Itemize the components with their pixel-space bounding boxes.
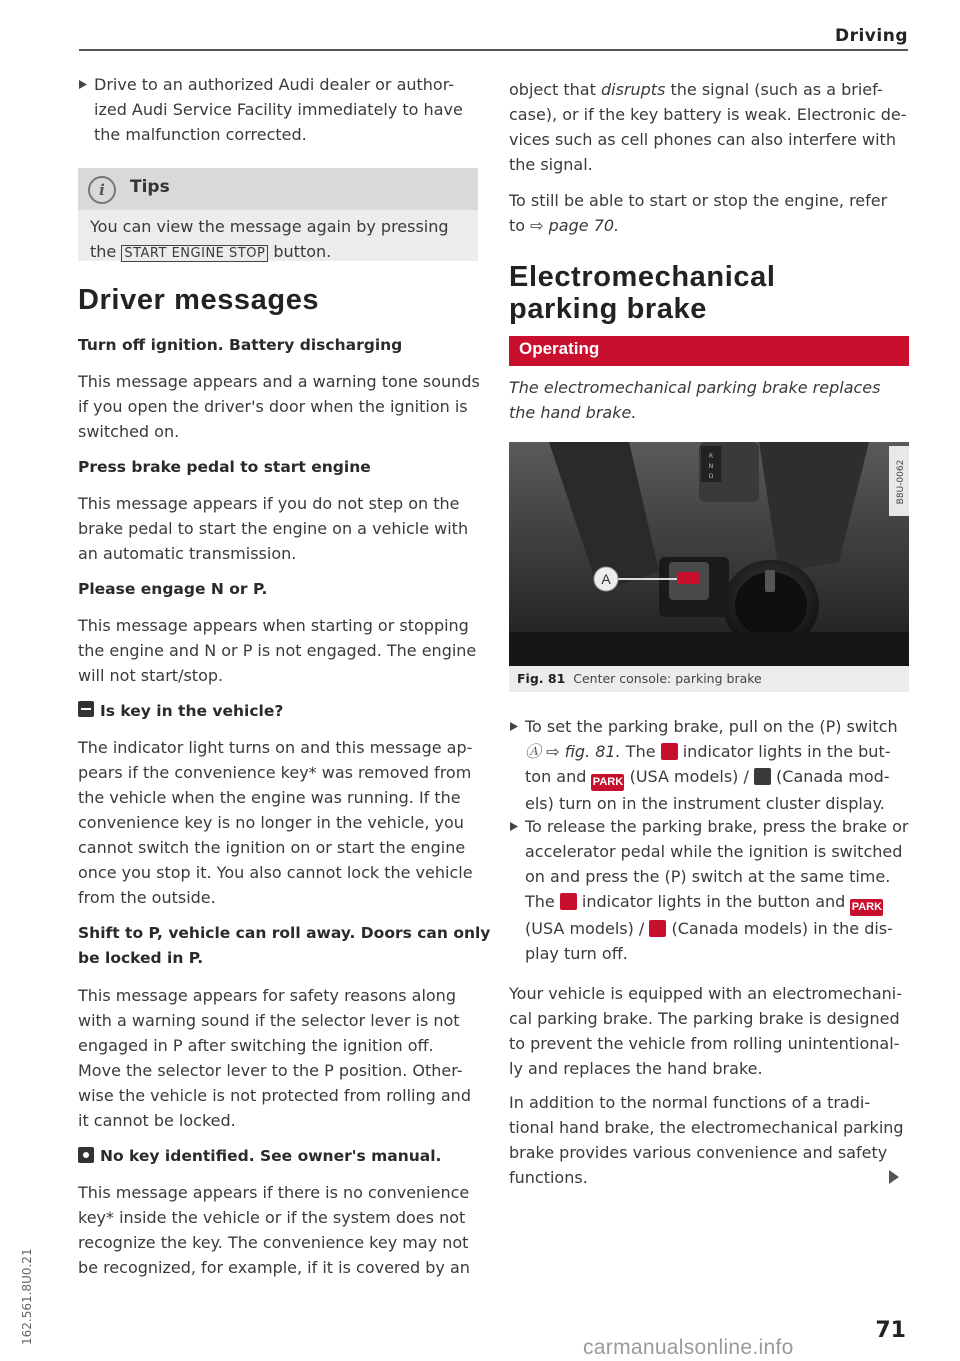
- svg-text:162.561.8U0.21: 162.561.8U0.21: [20, 1248, 34, 1345]
- message-body: [78, 491, 480, 566]
- text-line: if you open the driver's door when the ignition is: [78, 397, 468, 416]
- text-line: Your vehicle is equipped with an electromechani-: [509, 984, 902, 1003]
- text-line: tional hand brake, the electromechanical parking: [509, 1118, 904, 1137]
- text-line: engaged in P after switching the ignition off.: [78, 1036, 434, 1055]
- text-fragment: (USA models) /: [624, 767, 754, 786]
- message-body: [78, 735, 480, 910]
- bullet-release-brake: [509, 814, 909, 966]
- text-line: [525, 739, 909, 764]
- text-line: [90, 239, 470, 266]
- brake-indicator-icon: [560, 893, 577, 910]
- text-line: To set the parking brake, pull on the (P) switch: [525, 717, 898, 736]
- paragraph-functions: [509, 1090, 909, 1190]
- text-line: case), or if the key battery is weak. Electronic de-: [509, 105, 907, 124]
- figure-caption: [517, 671, 762, 686]
- heading-parking-brake-line2: parking brake: [509, 293, 707, 325]
- message-body: [78, 1180, 480, 1280]
- text-line: an automatic transmission.: [78, 544, 297, 563]
- park-indicator-icon: PARK: [850, 899, 883, 916]
- text-line: In addition to the normal functions of a tradi-: [509, 1093, 871, 1112]
- bullet-arrow-icon: [509, 814, 521, 843]
- svg-text:D: D: [708, 473, 714, 480]
- text-fragment: the signal (such as a brief-: [665, 80, 883, 99]
- text-fragment: indicator lights in the but-: [677, 742, 891, 761]
- text-fragment: The: [525, 892, 560, 911]
- text-fragment: disrupts: [600, 80, 666, 99]
- text-line: [525, 916, 909, 941]
- page-number: 71: [875, 1318, 906, 1343]
- message-title: be locked in P.: [78, 949, 204, 967]
- text-line: ly and replaces the hand brake.: [509, 1059, 763, 1078]
- text-line: to prevent the vehicle from rolling unintentional-: [509, 1034, 900, 1053]
- park-indicator-icon: PARK: [591, 774, 624, 791]
- operating-banner: [509, 336, 909, 366]
- fig-81-link[interactable]: Ⓐ ⇨ fig. 81.: [525, 742, 621, 761]
- text-line: Move the selector lever to the P position. Other-: [78, 1061, 463, 1080]
- text-line: ized Audi Service Facility immediately to have: [94, 100, 463, 119]
- text-line: from the outside.: [78, 888, 216, 907]
- key-warning-icon: [78, 1147, 94, 1167]
- text-line: This message appears for safety reasons along: [78, 986, 456, 1005]
- refer-paragraph: [509, 188, 909, 238]
- text-line: be recognized, for example, if it is covered by an: [78, 1258, 470, 1277]
- continue-arrow-icon: [889, 1170, 899, 1184]
- info-icon: i: [88, 176, 116, 204]
- message-title: Please engage N or P.: [78, 580, 268, 598]
- text-line: pears if the convenience key* was removed from: [78, 763, 472, 782]
- svg-text:N: N: [708, 463, 714, 470]
- bullet-set-brake: [509, 714, 909, 816]
- text-fragment: (Canada models) in the dis-: [666, 919, 893, 938]
- canada-brake-indicator-icon: [649, 920, 666, 937]
- text-line: This message appears if there is no convenience: [78, 1183, 470, 1202]
- key-indicator-icon: [78, 701, 94, 721]
- text-line: the vehicle when the engine was running. If the: [78, 788, 461, 807]
- text-fragment: the: [90, 242, 117, 261]
- header-rule: [79, 49, 908, 51]
- text-line: once you stop it. You also cannot lock the vehicle: [78, 863, 473, 882]
- text-line: it cannot be locked.: [78, 1111, 236, 1130]
- operating-label: Operating: [519, 339, 600, 358]
- bullet-arrow-icon: [509, 714, 521, 743]
- text-line: Drive to an authorized Audi dealer or author-: [94, 75, 455, 94]
- text-fragment: (USA models) /: [525, 919, 650, 938]
- text-line: cannot switch the ignition on or start the engine: [78, 838, 466, 857]
- text-line: the malfunction corrected.: [94, 125, 307, 144]
- text-fragment: indicator lights in the button and: [576, 892, 851, 911]
- message-body: [78, 613, 480, 688]
- text-fragment: The: [620, 742, 661, 761]
- text-line: This message appears if you do not step on the: [78, 494, 460, 513]
- text-line: convenience key is no longer in the vehicle, you: [78, 813, 464, 832]
- text-line: the signal.: [509, 155, 593, 174]
- page-70-link[interactable]: ⇨ page 70.: [530, 216, 620, 235]
- message-title: Turn off ignition. Battery discharging: [78, 336, 403, 354]
- text-line: with a warning sound if the selector lever is not: [78, 1011, 460, 1030]
- text-line: To release the parking brake, press the brake or: [525, 817, 909, 836]
- message-title: Press brake pedal to start engine: [78, 458, 371, 476]
- center-console-photo: [509, 442, 909, 666]
- figure-caption-text: Center console: parking brake: [573, 671, 762, 686]
- message-title: No key identified. See owner's manual.: [100, 1147, 442, 1165]
- watermark: carmanualsonline.info: [583, 1336, 794, 1359]
- text-line: recognize the key. The convenience key may not: [78, 1233, 469, 1252]
- text-line: To still be able to start or stop the engine, refer: [509, 191, 888, 210]
- callout-a: A: [601, 571, 611, 587]
- text-line: The indicator light turns on and this message ap-: [78, 738, 473, 757]
- paragraph-parking-brake: [509, 981, 909, 1081]
- text-line: the hand brake.: [509, 403, 637, 422]
- text-line: [509, 77, 909, 102]
- text-line: brake pedal to start the engine on a vehicle with: [78, 519, 469, 538]
- text-line: [525, 764, 909, 791]
- text-line: vices such as cell phones can also interfere with: [509, 130, 896, 149]
- tips-header: [78, 168, 478, 210]
- text-line: cal parking brake. The parking brake is designed: [509, 1009, 900, 1028]
- figure-81: [509, 442, 909, 692]
- text-fragment: ton and: [525, 767, 592, 786]
- start-engine-stop-button-label: START ENGINE STOP: [121, 245, 268, 262]
- text-fragment: button.: [273, 242, 332, 261]
- tips-box: [78, 168, 478, 261]
- text-line: will not start/stop.: [78, 666, 224, 685]
- svg-text:R: R: [708, 453, 714, 460]
- heading-driver-messages: Driver messages: [78, 284, 320, 316]
- tips-body: [90, 214, 470, 266]
- text-line: This message appears and a warning tone sounds: [78, 372, 480, 391]
- text-line: els) turn on in the instrument cluster display.: [525, 794, 885, 813]
- bullet-arrow-icon: [78, 72, 90, 101]
- message-body: [78, 983, 480, 1133]
- message-title: Shift to P, vehicle can roll away. Doors can only: [78, 924, 491, 942]
- text-line: play turn off.: [525, 944, 628, 963]
- message-title: Is key in the vehicle?: [100, 702, 284, 720]
- tips-title: Tips: [130, 177, 170, 197]
- text-line: [525, 889, 909, 916]
- heading-parking-brake-line1: Electromechanical: [509, 261, 776, 293]
- text-line: [509, 213, 909, 238]
- text-fragment: object that: [509, 80, 601, 99]
- text-line: accelerator pedal while the ignition is switched: [525, 842, 903, 861]
- text-line: brake provides various convenience and safety: [509, 1143, 888, 1162]
- text-line: functions.: [509, 1168, 588, 1187]
- text-fragment: to: [509, 216, 531, 235]
- message-body: [78, 369, 480, 444]
- text-line: key* inside the vehicle or if the system does not: [78, 1208, 466, 1227]
- text-line: on and press the (P) switch at the same time.: [525, 867, 891, 886]
- bullet-dealer: [78, 72, 478, 147]
- text-line: You can view the message again by pressing: [90, 217, 449, 236]
- side-document-code: [1, 1190, 41, 1350]
- figure-number: Fig. 81: [517, 671, 566, 686]
- continuation-paragraph: [509, 77, 909, 177]
- text-line: switched on.: [78, 422, 180, 441]
- text-line: wise the vehicle is not protected from rolling and: [78, 1086, 471, 1105]
- text-line: The electromechanical parking brake replaces: [509, 378, 881, 397]
- figure-code: B8U-0062: [896, 459, 906, 505]
- intro-text: [509, 375, 909, 425]
- brake-indicator-icon: [661, 743, 678, 760]
- canada-brake-indicator-icon: [754, 768, 771, 785]
- section-title: Driving: [834, 26, 908, 46]
- text-fragment: (Canada mod-: [770, 767, 890, 786]
- text-line: the engine and N or P is not engaged. The engine: [78, 641, 477, 660]
- text-line: This message appears when starting or stopping: [78, 616, 469, 635]
